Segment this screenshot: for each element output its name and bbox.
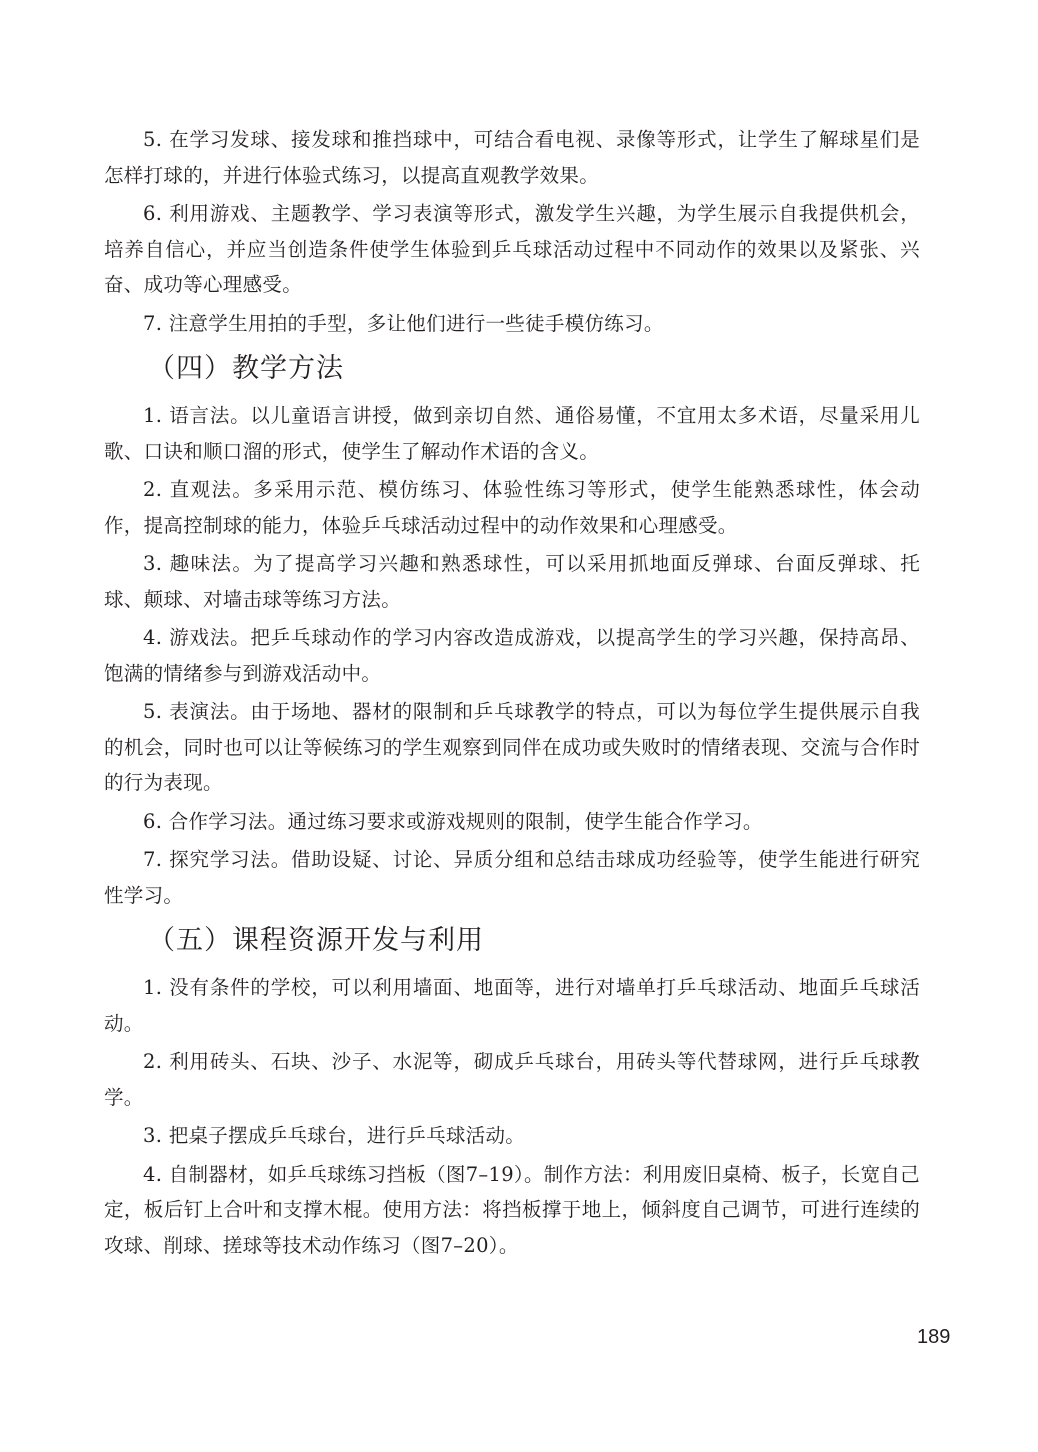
paragraph: 2. 利用砖头、石块、沙子、水泥等，砌成乒乓球台，用砖头等代替球网，进行乒乓球教学。 <box>104 1050 920 1109</box>
paragraph: 7. 探究学习法。借助设疑、讨论、异质分组和总结击球成功经验等，使学生能进行研究性学习。 <box>104 848 920 907</box>
paragraph: 1. 没有条件的学校，可以利用墙面、地面等，进行对墙单打乒乓球活动、地面乒乓球活动。 <box>104 976 920 1035</box>
paragraph: 6. 利用游戏、主题教学、学习表演等形式，激发学生兴趣，为学生展示自我提供机会，培养自信心，并应当创造条件使学生体验到乒乓球活动过程中不同动作的效果以及紧张、兴奋、成功等心理感受。 <box>104 202 920 296</box>
paragraph: 3. 趣味法。为了提高学习兴趣和熟悉球性，可以采用抓地面反弹球、台面反弹球、托球、颠球、对墙击球等练习方法。 <box>104 552 920 611</box>
section-continued-notes <box>104 122 920 341</box>
paragraph: 4. 游戏法。把乒乓球动作的学习内容改造成游戏，以提高学生的学习兴趣，保持高昂、饱满的情绪参与到游戏活动中。 <box>104 626 920 685</box>
paragraph: 3. 把桌子摆成乒乓球台，进行乒乓球活动。 <box>143 1124 526 1147</box>
page-content <box>104 122 920 1266</box>
section-heading: （五）课程资源开发与利用 <box>148 925 484 956</box>
paragraph: 5. 表演法。由于场地、器材的限制和乒乓球教学的特点，可以为每位学生提供展示自我的机会，同时也可以让等候练习的学生观察到同伴在成功或失败时的情绪表现、交流与合作时的行为表现。 <box>104 700 920 794</box>
page-number: 189 <box>917 1326 951 1348</box>
paragraph: 1. 语言法。以儿童语言讲授，做到亲切自然、通俗易懂，不宜用太多术语，尽量采用儿歌、口诀和顺口溜的形式，使学生了解动作术语的含义。 <box>104 404 920 463</box>
paragraph: 5. 在学习发球、接发球和推挡球中，可结合看电视、录像等形式，让学生了解球星们是怎样打球的，并进行体验式练习，以提高直观教学效果。 <box>104 128 920 187</box>
paragraph: 4. 自制器材，如乒乓球练习挡板（图7–19）。制作方法：利用废旧桌椅、板子，长宽自己定，板后钉上合叶和支撑木棍。使用方法：将挡板撑于地上，倾斜度自己调节，可进行连续的攻球、削球、搓球等技术动作练习（图7–20）。 <box>104 1162 920 1257</box>
paragraph: 6. 合作学习法。通过练习要求或游戏规则的限制，使学生能合作学习。 <box>143 809 763 833</box>
section-teaching-methods <box>104 344 920 913</box>
section-heading: （四）教学方法 <box>148 353 344 384</box>
paragraph: 7. 注意学生用拍的手型，多让他们进行一些徒手模仿练习。 <box>143 311 664 335</box>
section-curriculum-resources <box>104 916 920 1263</box>
paragraph: 2. 直观法。多采用示范、模仿练习、体验性练习等形式，使学生能熟悉球性，体会动作，提高控制球的能力，体验乒乓球活动过程中的动作效果和心理感受。 <box>104 478 920 537</box>
